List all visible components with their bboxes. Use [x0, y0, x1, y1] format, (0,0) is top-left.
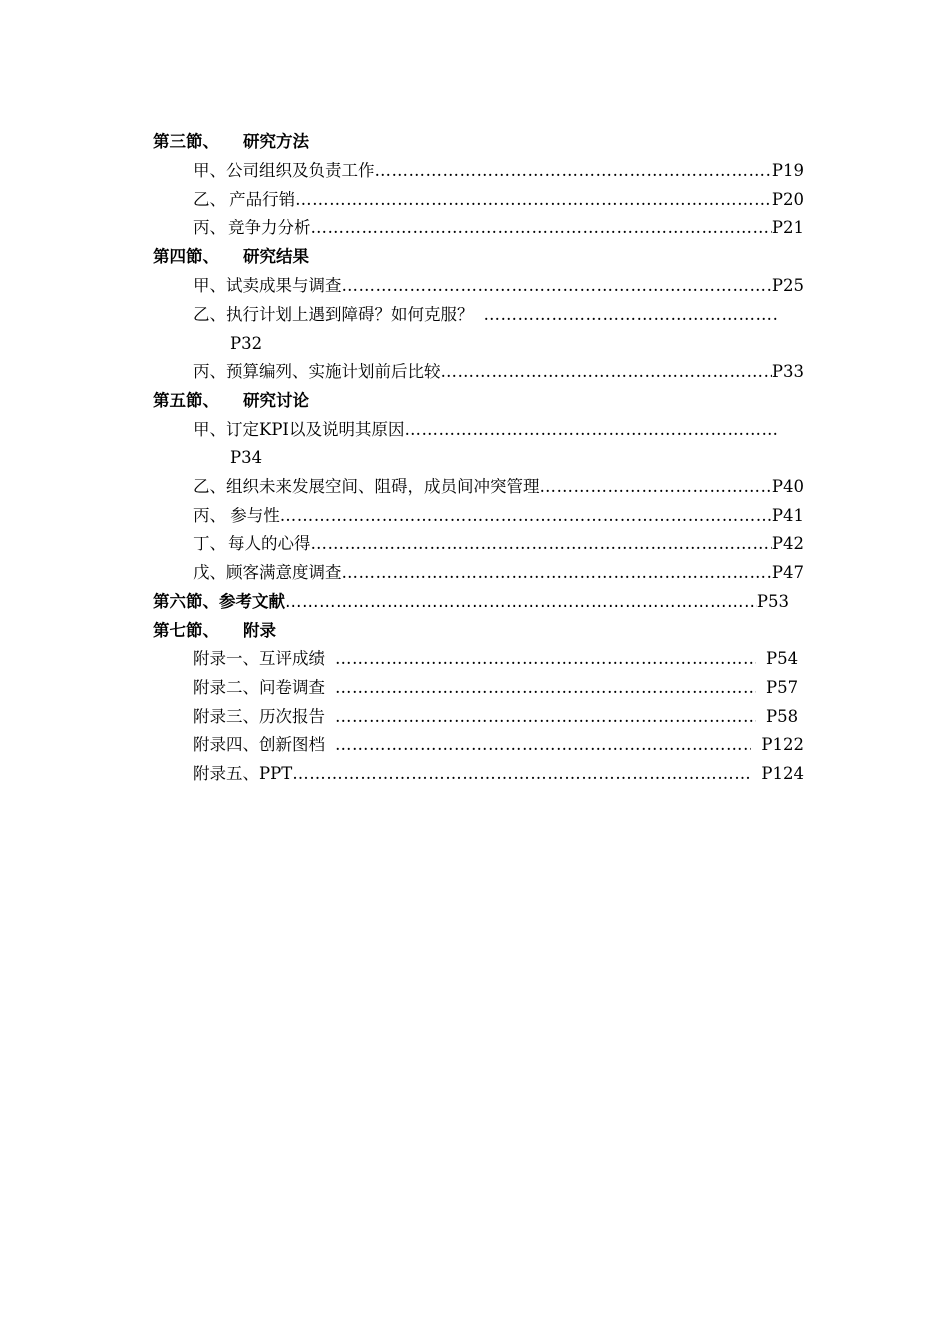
section-heading: [153, 387, 309, 415]
entry-page: P53: [756, 592, 789, 611]
section-title: 附录: [243, 621, 276, 640]
entry-label: 丙、: [193, 362, 226, 381]
entry-label: 乙、: [193, 190, 226, 209]
entry-title: 附录三、历次报告: [193, 707, 325, 726]
appendix-entry[interactable]: [193, 703, 804, 731]
appendix-entry[interactable]: [193, 674, 804, 702]
leader-dots: [342, 559, 772, 587]
leader-dots: [375, 157, 772, 185]
entry-title: 每人的心得: [227, 534, 311, 553]
toc-entry[interactable]: [193, 301, 777, 329]
entry-label: 丁、: [193, 534, 226, 553]
section-heading: [153, 243, 309, 271]
entry-title: 组织未来发展空间、阻碍，成员间冲突管理: [226, 477, 540, 496]
entry-label: 甲、: [193, 420, 226, 439]
entry-label: 甲、: [193, 161, 226, 180]
entry-title: 订定KPI以及说明其原因: [226, 420, 405, 439]
entry-title: 预算编列、实施计划前后比较: [226, 362, 441, 381]
section-heading[interactable]: [153, 588, 789, 616]
entry-page: P25: [771, 276, 804, 295]
entry-label: 甲、: [193, 276, 226, 295]
leader-dots: [404, 416, 777, 444]
leader-dots: [285, 588, 757, 616]
toc-entry[interactable]: [193, 473, 804, 501]
entry-page: P122: [761, 735, 804, 754]
leader-dots: [310, 214, 771, 242]
entry-page: P19: [771, 161, 804, 180]
section-heading: [153, 128, 309, 156]
leader-dots: [335, 645, 756, 673]
leader-dots: [441, 358, 772, 386]
entry-page: P47: [771, 563, 804, 582]
appendix-entry[interactable]: [193, 731, 804, 759]
entry-page: P42: [771, 534, 804, 553]
toc-entry[interactable]: [193, 416, 777, 444]
leader-dots: [292, 760, 751, 788]
leader-dots: [335, 731, 751, 759]
entry-page: P124: [761, 764, 804, 783]
toc-entry[interactable]: [193, 559, 804, 587]
leader-dots: [342, 272, 772, 300]
toc-entry[interactable]: [193, 358, 804, 386]
entry-page: P40: [771, 477, 804, 496]
leader-dots: [540, 473, 772, 501]
entry-page: P32: [230, 334, 263, 353]
entry-title: 附录五、PPT: [193, 764, 293, 783]
entry-title: 产品行销: [229, 190, 296, 209]
entry-page: P41: [771, 506, 804, 525]
section-number: 第五節、: [153, 391, 219, 410]
section-number: 第六節、: [153, 592, 219, 611]
entry-title: 竞争力分析: [227, 218, 311, 237]
entry-page: P33: [771, 362, 804, 381]
toc-entry[interactable]: [193, 186, 804, 214]
entry-title: 参与性: [230, 506, 280, 525]
toc-entry[interactable]: [193, 214, 804, 242]
section-title: 研究结果: [243, 247, 309, 266]
entry-title: 试卖成果与调查: [226, 276, 342, 295]
entry-label: 戊、: [193, 563, 226, 582]
leader-dots: [484, 301, 778, 329]
entry-page: P34: [230, 448, 263, 467]
entry-page: P20: [771, 190, 804, 209]
toc-entry[interactable]: [193, 272, 804, 300]
section-number: 第四節、: [153, 247, 219, 266]
leader-dots: [310, 530, 771, 558]
entry-label: 丙、: [193, 506, 226, 525]
entry-page: P54: [766, 649, 799, 668]
leader-dots: [335, 674, 756, 702]
appendix-entry[interactable]: [193, 645, 804, 673]
entry-title: 附录二、问卷调查: [193, 678, 325, 697]
entry-label: 乙、: [193, 477, 226, 496]
section-number: 第七節、: [153, 621, 219, 640]
entry-title: 执行计划上遇到障碍？如何克服？: [226, 305, 474, 324]
leader-dots: [295, 186, 772, 214]
entry-page: P58: [766, 707, 799, 726]
appendix-entry[interactable]: [193, 760, 804, 788]
entry-title: 顾客满意度调查: [226, 563, 342, 582]
entry-label: 乙、: [193, 305, 226, 324]
entry-page: P57: [766, 678, 799, 697]
leader-dots: [335, 703, 756, 731]
entry-label: 丙、: [193, 218, 226, 237]
section-heading: [153, 617, 276, 645]
toc-entry[interactable]: [193, 530, 804, 558]
entry-title: 附录四、创新图档: [193, 735, 325, 754]
toc-entry[interactable]: [193, 157, 804, 185]
leader-dots: [280, 502, 772, 530]
toc-entry[interactable]: [193, 502, 804, 530]
section-title: 参考文献: [219, 592, 285, 611]
entry-title: 附录一、互评成绩: [193, 649, 325, 668]
section-number: 第三節、: [153, 132, 219, 151]
entry-title: 公司组织及负责工作: [226, 161, 375, 180]
section-title: 研究讨论: [243, 391, 309, 410]
section-title: 研究方法: [243, 132, 309, 151]
entry-page: P21: [771, 218, 804, 237]
